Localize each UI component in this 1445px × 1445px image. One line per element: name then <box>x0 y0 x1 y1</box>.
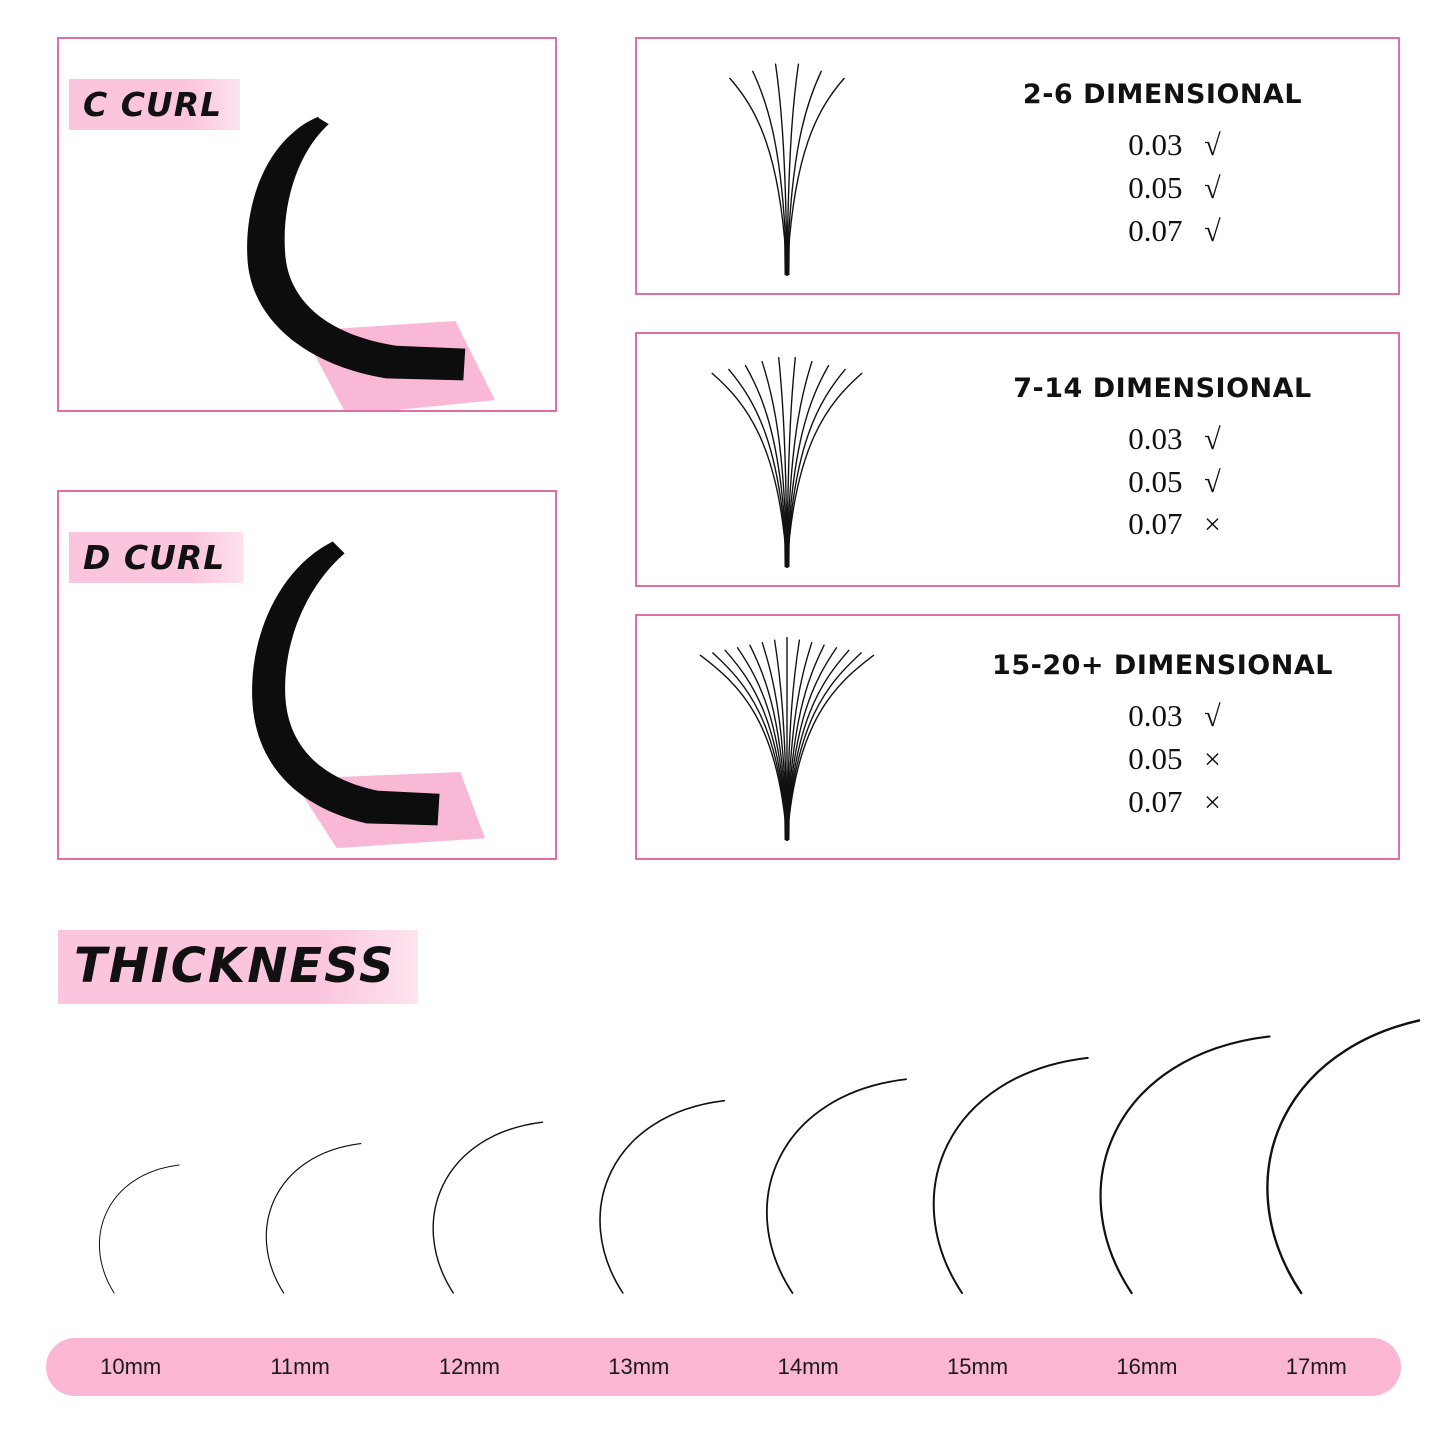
fan-base <box>784 526 790 567</box>
fan-strand <box>745 365 787 567</box>
lash-size-bar <box>46 1338 1401 1396</box>
lash-strand <box>266 1144 361 1293</box>
fan-strand <box>713 653 787 840</box>
lash-strand <box>934 1058 1088 1293</box>
dimension-row <box>1083 738 1243 781</box>
availability-mark: √ <box>1204 700 1221 734</box>
c-curl-label: C CURL <box>69 79 240 130</box>
dimension-panel-2 <box>635 332 1400 587</box>
d-curl-label: D CURL <box>69 532 243 583</box>
fan-base <box>784 234 790 275</box>
dimension-row <box>1083 461 1243 504</box>
c-curl-panel <box>57 37 557 412</box>
size-label: 11mm <box>270 1354 330 1379</box>
dimension-panel-1 <box>635 37 1400 295</box>
size-label: 14mm <box>777 1354 839 1379</box>
fan-strand <box>787 643 812 841</box>
fan-base <box>784 799 790 840</box>
lash-strand <box>433 1122 542 1293</box>
d-curl-panel <box>57 490 557 860</box>
thickness-value: 0.03 <box>1128 127 1183 163</box>
fan-strand <box>762 643 787 841</box>
size-label: 16mm <box>1116 1354 1178 1379</box>
dimension-title: 15-20+ DIMENSIONAL <box>992 650 1333 682</box>
dimension-row <box>1083 781 1243 824</box>
lash-strand <box>767 1079 906 1293</box>
thickness-value: 0.05 <box>1128 463 1183 499</box>
dimension-rows <box>1083 695 1243 823</box>
fan-strand <box>730 78 787 275</box>
fan-strand <box>787 653 861 840</box>
thickness-value: 0.07 <box>1128 212 1183 248</box>
dimension-row <box>1083 210 1243 253</box>
fan-svg-3 <box>637 616 937 858</box>
dimension-info-1 <box>937 79 1398 252</box>
fan-svg-2 <box>637 334 937 585</box>
dimension-info-3 <box>937 650 1398 823</box>
lash-strand <box>1101 1036 1270 1293</box>
thickness-value: 0.03 <box>1128 698 1183 734</box>
dimension-row <box>1083 418 1243 461</box>
dimension-rows <box>1083 418 1243 546</box>
lash-length-illustration <box>40 975 1420 1315</box>
fan-strand <box>787 71 821 275</box>
lash-strand <box>99 1165 179 1293</box>
dimension-row <box>1083 167 1243 210</box>
fan-svg-1 <box>637 39 937 293</box>
dimension-row <box>1083 503 1243 546</box>
dimension-rows <box>1083 124 1243 252</box>
fan-illustration-3 <box>637 616 937 858</box>
availability-mark: √ <box>1204 214 1221 248</box>
size-label: 12mm <box>438 1354 500 1379</box>
fan-strand <box>753 71 787 275</box>
dimension-row <box>1083 695 1243 738</box>
thickness-value: 0.07 <box>1128 783 1183 819</box>
availability-mark: √ <box>1204 129 1221 163</box>
lash-strand <box>1267 1015 1420 1293</box>
thickness-value: 0.05 <box>1128 741 1183 777</box>
size-label: 15mm <box>947 1354 1009 1379</box>
thickness-value: 0.07 <box>1128 506 1183 542</box>
fan-illustration-1 <box>637 39 937 293</box>
dimension-title: 7-14 DIMENSIONAL <box>1013 372 1312 404</box>
availability-mark: × <box>1204 508 1221 542</box>
availability-mark: × <box>1204 785 1221 819</box>
availability-mark: × <box>1204 743 1221 777</box>
availability-mark: √ <box>1204 172 1221 206</box>
fan-illustration-2 <box>637 334 937 585</box>
dimension-panel-3 <box>635 614 1400 860</box>
size-label: 17mm <box>1285 1354 1347 1379</box>
fan-strand <box>787 655 874 840</box>
size-label: 10mm <box>100 1354 162 1379</box>
thickness-value: 0.05 <box>1128 170 1183 206</box>
dimension-row <box>1083 124 1243 167</box>
size-label: 13mm <box>608 1354 670 1379</box>
availability-mark: √ <box>1204 422 1221 456</box>
thickness-heading: THICKNESS <box>58 930 418 1004</box>
dimension-title: 2-6 DIMENSIONAL <box>1022 79 1303 111</box>
fan-strand <box>787 78 844 275</box>
thickness-value: 0.03 <box>1128 420 1183 456</box>
dimension-info-2 <box>937 373 1398 546</box>
availability-mark: √ <box>1204 465 1221 499</box>
lash-strand <box>600 1101 724 1293</box>
fan-strand <box>787 365 829 567</box>
fan-strand <box>700 655 787 840</box>
